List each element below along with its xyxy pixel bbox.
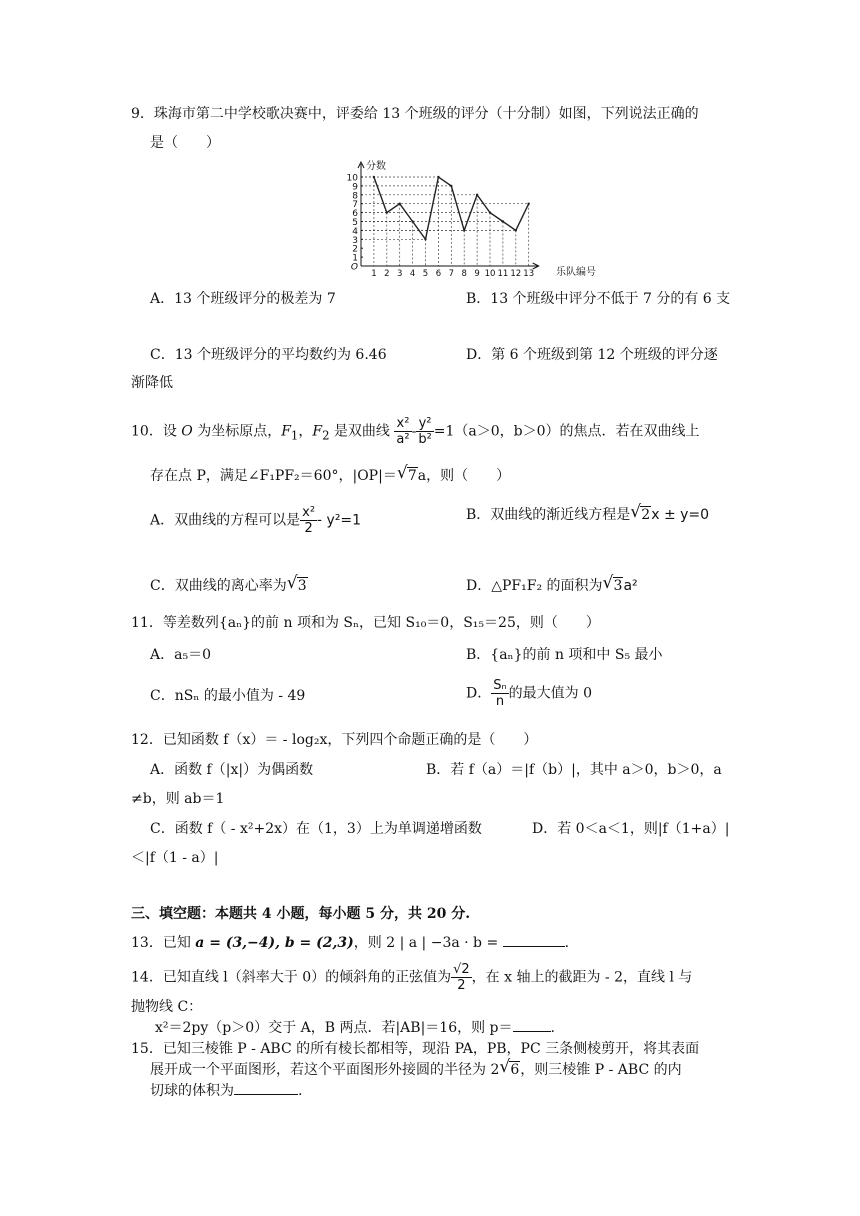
q12-option-d-line2: ＜|f（1 - a）|	[131, 850, 219, 866]
chart-x-tick-6: 6	[435, 269, 442, 278]
chart-y-tick-6: 6	[352, 209, 358, 220]
q10-option-c	[150, 576, 308, 596]
sqrt-radicand: 3	[297, 578, 307, 594]
chart-point-6	[437, 176, 439, 178]
q10-option-a	[150, 505, 361, 536]
q14-frac	[451, 962, 472, 993]
q13-text: 13．已知	[131, 935, 196, 951]
q12-option-c: C．函数 f（ - x²+2x）在（1，3）上为单调递增函数	[150, 821, 482, 837]
q11-option-a: A．a₅＝0	[150, 647, 211, 663]
q10-sub: 1	[290, 428, 299, 443]
chart-x-tick-7: 7	[448, 269, 455, 278]
q13-text: ，则 2 | a | −3a · b =	[353, 935, 503, 951]
q12-stem: 12．已知函数 f（x）＝ - log₂x，下列四个命题正确的是（ ）	[131, 732, 538, 748]
q10-text: =1（a＞0，b＞0）的焦点．若在双曲线上	[433, 423, 700, 440]
chart-x-tick-9: 9	[474, 269, 480, 278]
q9-score-chart	[336, 160, 606, 278]
q14-line3	[155, 1018, 555, 1038]
q15-answer-blank[interactable]	[234, 1094, 298, 1095]
chart-point-12	[515, 229, 517, 231]
q13-vectors: a = (3,−4), b = (2,3)	[195, 935, 354, 951]
chart-x-tick-5: 5	[422, 269, 429, 278]
frac-den: b²	[418, 432, 432, 447]
q10-text: x ± y=0	[651, 507, 710, 523]
q11-text: D．	[466, 685, 492, 702]
q15-text: ，则三棱锥 P - ABC 的内	[520, 1062, 682, 1078]
q10-text: 存在点 P，满足∠F₁PF₂＝60°，|OP|＝	[150, 468, 397, 484]
q10-b-sqrt	[630, 505, 651, 525]
chart-x-tick-13: 13	[523, 269, 535, 278]
q10-a-frac	[300, 505, 317, 536]
q10-text: a，则（ ）	[417, 468, 511, 484]
q13-answer-blank[interactable]	[503, 946, 565, 947]
q10-sqrt	[397, 466, 418, 486]
chart-x-tick-1: 1	[371, 269, 377, 278]
q14-line1	[131, 962, 692, 993]
frac-num: y²	[416, 416, 433, 432]
q11-stem: 11．等差数列{aₙ}的前 n 项和为 Sₙ，已知 S₁₀＝0，S₁₅＝25，则（ ）	[131, 615, 600, 631]
sqrt-radicand: 6	[510, 1062, 520, 1078]
q14-answer-blank[interactable]	[513, 1031, 551, 1032]
chart-x-tick-8: 8	[461, 269, 467, 278]
chart-y-tick-8: 8	[352, 191, 358, 202]
q9-option-d-line1: D．第 6 个班级到第 12 个班级的评分逐	[466, 347, 718, 363]
chart-x-tick-3: 3	[396, 269, 403, 278]
chart-point-10	[489, 211, 491, 213]
chart-x-tick-4: 4	[409, 269, 416, 278]
frac-den: n	[495, 694, 505, 709]
q15-line3	[150, 1081, 302, 1101]
chart-y-tick-10: 10	[346, 173, 358, 184]
q12-option-d-line1: D．若 0＜a＜1，则|f（1+a）|	[532, 821, 730, 837]
q10-c-sqrt	[287, 576, 308, 596]
q9-stem-line1: 9．珠海市第二中学校歌决赛中，评委给 13 个班级的评分（十分制）如图，下列说法正确的	[131, 106, 699, 122]
q10-text: 10．设	[131, 423, 182, 440]
q10-text: a²	[623, 578, 638, 594]
q9-stem-line2: 是（ ）	[150, 135, 220, 151]
q10-frac-y	[416, 416, 433, 447]
q11-text: 的最大值为 0	[508, 685, 593, 702]
chart-y-tick-2: 2	[352, 244, 358, 255]
chart-point-8	[463, 229, 465, 231]
q10-text: 为坐标原点，	[192, 423, 282, 440]
chart-x-tick-10: 10	[484, 269, 496, 278]
q12-option-b-line2: ≠b，则 ab＝1	[131, 791, 225, 807]
chart-point-7	[450, 185, 452, 187]
chart-point-4	[411, 220, 413, 222]
q15-sqrt	[499, 1060, 520, 1080]
frac-num: x²	[394, 416, 411, 432]
q12-option-a: A．函数 f（|x|）为偶函数	[150, 762, 314, 778]
chart-x-tick-12: 12	[510, 269, 522, 278]
frac-den: a²	[396, 432, 410, 447]
q10-text: B．双曲线的渐近线方程是	[466, 507, 631, 523]
q9-option-d-line2: 渐降低	[131, 375, 173, 391]
q9-option-b: B．13 个班级中评分不低于 7 分的有 6 支	[466, 291, 731, 307]
chart-point-2	[386, 211, 388, 213]
q10-var-f1: F	[281, 423, 291, 440]
sqrt-radicand: 2	[641, 507, 651, 523]
q11-option-c: C．nSₙ 的最小值为 - 49	[150, 688, 306, 704]
chart-y-tick-O: O	[350, 262, 358, 273]
q10-var-o: O	[181, 423, 193, 440]
q10-option-b	[466, 505, 709, 525]
q10-stem-line2	[150, 466, 510, 486]
q15-text: 展开成一个平面图形，若这个平面图形外接圆的半径为 2	[150, 1062, 500, 1078]
frac-num: √2	[453, 962, 470, 977]
q14-text: 14．已知直线 l（斜率大于 0）的倾斜角的正弦值为	[131, 969, 452, 986]
chart-point-11	[502, 220, 504, 222]
chart-x-tick-11: 11	[497, 269, 509, 278]
q13	[131, 933, 569, 953]
chart-y-tick-4: 4	[352, 226, 358, 237]
q10-var-f2: F	[312, 423, 323, 440]
q14-text: x²＝2py（p＞0）交于 A，B 两点．若|AB|＝16，则 p＝	[155, 1020, 513, 1036]
q13-text: .	[564, 935, 570, 951]
q10-option-d	[466, 576, 638, 596]
q15-line1: 15．已知三棱锥 P - ABC 的所有棱长都相等，现沿 PA，PB，PC 三条侧棱剪开，将其表面	[131, 1041, 700, 1057]
chart-axes	[358, 162, 539, 269]
chart-point-3	[399, 203, 401, 205]
chart-y-tick-5: 5	[352, 218, 358, 228]
sqrt-radicand: 3	[613, 578, 623, 594]
q15-text: .	[298, 1083, 303, 1099]
frac-num: Sₙ	[493, 678, 507, 693]
chart-y-tick-labels	[347, 174, 359, 273]
frac-den: 2	[304, 521, 313, 536]
q15-line2	[150, 1060, 682, 1080]
chart-x-tick-2: 2	[384, 269, 390, 278]
q12-option-b-line1: B．若 f（a）＝|f（b）|，其中 a＞0，b＞0，a	[426, 762, 722, 778]
q11-option-d	[466, 678, 592, 709]
chart-ylabel: 分数	[366, 161, 386, 172]
chart-point-13	[528, 203, 530, 205]
q10-sub: 2	[322, 428, 330, 443]
q14-line2: 抛物线 C：	[131, 999, 203, 1015]
q10-text: C．双曲线的离心率为	[150, 578, 287, 594]
chart-y-tick-1: 1	[352, 253, 358, 264]
section-3-heading: 三、填空题：本题共 4 小题，每小题 5 分，共 20 分.	[131, 906, 471, 922]
chart-point-5	[424, 238, 426, 240]
q10-text: 是双曲线	[329, 423, 390, 440]
chart-y-tick-7: 7	[352, 200, 358, 211]
q9-option-a: A．13 个班级评分的极差为 7	[150, 291, 336, 307]
q14-text: .	[550, 1020, 555, 1036]
frac-num: x²	[302, 505, 316, 520]
q10-minus: -	[411, 423, 417, 440]
frac-den: 2	[457, 978, 466, 993]
q10-text: D．△PF₁F₂ 的面积为	[466, 578, 603, 594]
q10-d-sqrt	[603, 576, 624, 596]
q10-text: A．双曲线的方程可以是	[150, 512, 301, 529]
q15-text: 切球的体积为	[150, 1083, 234, 1099]
q14-text: ，在 x 轴上的截距为 - 2，直线 l 与	[471, 969, 693, 986]
q10-text: ，	[298, 423, 313, 440]
chart-point-9	[476, 194, 478, 196]
chart-xlabel: 乐队编号	[556, 267, 596, 278]
q10-stem-line1	[131, 416, 700, 447]
sqrt-radicand: 7	[407, 468, 417, 484]
chart-y-tick-9: 9	[352, 182, 358, 193]
chart-point-1	[373, 176, 375, 178]
q9-option-c: C．13 个班级评分的平均数约为 6.46	[150, 347, 387, 363]
chart-y-tick-3: 3	[352, 235, 358, 246]
q11-option-b: B．{aₙ}的前 n 项和中 S₅ 最小	[466, 647, 663, 663]
q10-frac-x	[394, 416, 411, 447]
q10-text: - y²=1	[317, 512, 362, 529]
q11-d-frac	[491, 678, 508, 709]
chart-x-tick-labels	[371, 269, 534, 278]
